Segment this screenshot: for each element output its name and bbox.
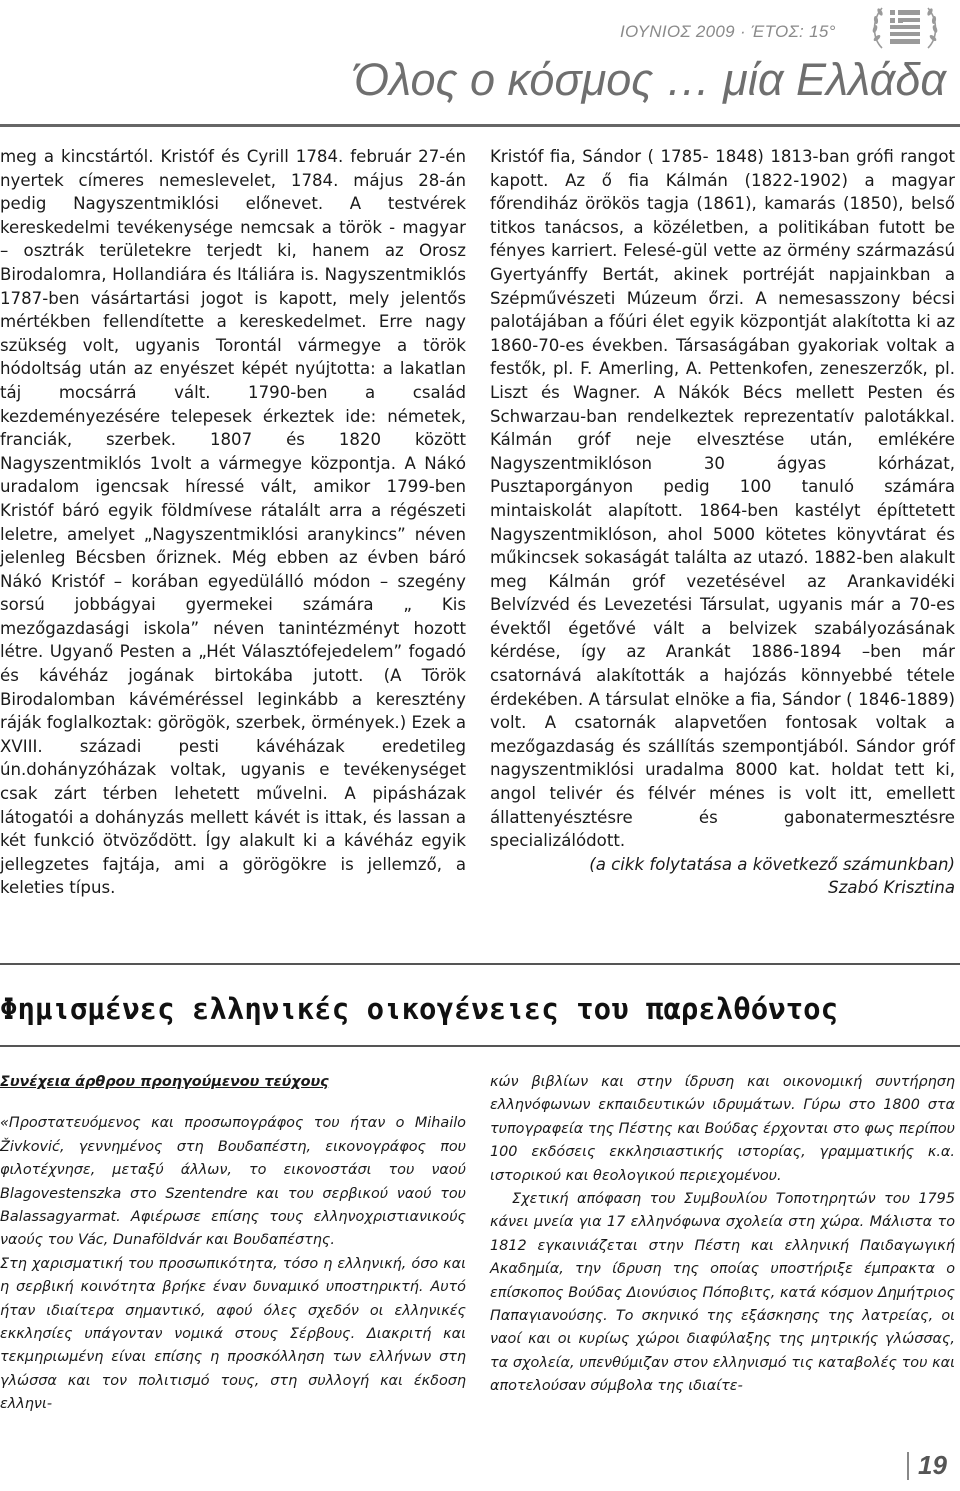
page-number-divider	[907, 1452, 909, 1480]
continuation-note: (a cikk folytatása a következő számunkban)	[589, 854, 955, 874]
page-number: 19	[918, 1450, 947, 1480]
masthead-title: Όλος ο κόσμος … μία Ελλάδα	[353, 54, 946, 105]
hungarian-article-left-column	[0, 145, 466, 900]
greek-article-left-column	[0, 1071, 466, 1417]
author-signature: Szabó Krisztina	[828, 878, 955, 898]
hungarian-article-right-column	[490, 145, 955, 900]
article-paragraph: Kristóf fia, Sándor ( 1785- 1848) 1813-ban grófi rangot kapott. Az ő fia Kálmán (1822-1902) a magyar főrendiház örökös tagja (1861), kamarás (1850), belső titkos tanácsos, a közéletben, a politikában futott be fényes karriert. Felesé-gül vette az örmény származású Gyertyánffy Bertát, akinek portréját napjainkban a Szépművészeti Múzeum őrzi. A nemesasszony bécsi palotájában a főúri élet egyik központját alakította ki az 1860-70-es években. Társaságában gyakoriak voltak a festők, pl. F. Amerling, A. Pettenkofen, zeneszerzők, pl. Liszt és Wagner. A Nákók Bécs mellett Pesten és Schwarzau-ban rendelkeztek reprezentatív palotákkal. Kálmán gróf neje elvesztése után, emlékére Nagyszentmiklóson 30 ágyas kórházat, Pusztaporgányon pedig 100 tanuló számára mintaiskolát alapított. 1864-ben kastélyt építtetett Nagyszentmiklóson, ahol 5000 kötetes könyvtárat és műkincsek sokaságát találta az utazó. 1882-ben alakult meg Kálmán gróf vezetésével az Arankavidéki Belvízvéd és Levezetési Társulat, ugyanis már a 70-es évektől égetővé vált a belvizek szabályozásának kérdése, így az Arankát 1886-1894 –ben már csatornává alakították a hajózás könnyebbé tétele érdekében. A társulat elnöke a fia, Sándor ( 1846-1889) volt. A csatornák alapvetően fontosak voltak a mezőgazdaság és szállítás szempontjából. Sándor gróf nagyszentmiklósi uradalma 8000 kat. holdat tett ki, angol telivér és félvér ménes is volt itt, emellett állattenyésztésre és gabonatermesztésre specializálódott.	[490, 147, 955, 851]
article-paragraph: Στη χαρισματική του προσωπικότητα, τόσο η ελληνική, όσο και η σερβική κοινότητα βρήκε έναν δυναμικό υποστηρικτή. Αυτό ήταν ιδιαίτερα σημαντικό, αφού όλες σχεδόν οι ελληνικές εκκλησίες υπάγονταν νομικά στους Σέρβους. Διακριτή και τεκμηριωμένη είναι επίσης η προσκόλληση των ελλήνων στη γλώσσα και τον πολιτισμό τους, στη συλλογή και έκδοση ελληνι-	[0, 1255, 466, 1413]
article-paragraph: Σχετική απόφαση του Συμβουλίου Τοποτηρητών του 1795 κάνει μνεία για 17 ελληνόφωνα σχολεία στη χώρα. Μάλιστα το 1812 εγκαινιάζεται στην Πέστη και ελληνική Παιδαγωγική Ακαδημία, την ίδρυση της οποίας υποστήριξε έμπρακτα ο επίσκοπος Βούδας Διονύσιος Πόποβιτς, κατά κόσμον Δημήτριος Παπαγιανούσης. Το σκηνικό της εξάσκησης της λατρείας, οι ναοί και οι κυρίως χώροι διαφύλαξης της μητρικής γλώσσας, τα σχολεία, υπενθύμιζαν στον ελληνισμό τις καταβολές του και αποτελούσαν σύμβολα της ιδιαίτε-	[490, 1191, 955, 1395]
greek-article-right-column	[490, 1071, 955, 1399]
laurel-flag-emblem-icon	[868, 2, 942, 54]
article-paragraph: κών βιβλίων και στην ίδρυση και οικονομική συντήρηση ελληνόφωνων εκπαιδευτικών ιδρυμάτων. Γύρω στο 1800 στα τυπογραφεία της Πέστης και Βούδας έρχονται στο φως περίπου 100 εκδόσεις εκκλησιαστικής ιστορίας, γραμματικής κ.α. ιστορικού και θεολογικού περιεχομένου.	[490, 1074, 955, 1184]
header-divider	[0, 124, 960, 127]
issue-date-line: ΙΟΥΝΙΟΣ 2009 · ΈΤΟΣ: 15°	[620, 22, 836, 41]
article-paragraph: «Προστατευόμενος και προσωπογράφος του ήταν ο Mihailo Živković, γεννημένος στη Βουδαπέστη, εικονογράφος που φιλοτέχνησε, μεταξύ άλλων, το εικονοστάσι του ναού Blagovestenszka στο Szentendre και του σερβικού ναού του Balassagyarmat. Αφιέρωσε επίσης τους ελληνοχριστιανικούς ναούς του Vác, Dunaföldvár και Βουδαπέστης.	[0, 1115, 466, 1249]
section-divider-bottom	[0, 1045, 960, 1047]
section-divider-top	[0, 963, 960, 965]
article-paragraph: meg a kincstártól. Kristóf és Cyrill 1784. február 27-én nyertek címeres nemeslevelet, 1784. május 28-án pedig Nagyszentmiklósi előnevet. A testvérek kereskedelmi tevékenysége nemcsak a török - magyar – osztrák területekre terjedt ki, hanem az Orosz Birodalomra, Hollandiára és Itáliára is. Nagyszentmiklós 1787-ben vásártartási jogot is kapott, mely jelentős mértékben fellendítette a kereskedelmet. Erre nagy szükség volt, ugyanis Torontál vármegye a török hódoltság után az enyészet képét nyújtotta: a lakatlan táj mocsárrá vált. 1790-ben a család kezdeményezésére telepesek érkeztek ide: németek, franciák, szerbek. 1807 és 1820 között Nagyszentmiklós 1volt a vármegye központja. A Nákó uradalom igencsak híressé vált, amikor 1799-ben Kristóf báró egyik földmívese rátalált arra a régészeti leletre, amelyet „Nagyszentmiklósi aranykincs” néven jelenleg Bécsben őriznek. Még ebben az évben báró Nákó Kristóf – korában egyedülálló módon – szegény sorsú jobbágyai gyermekei számára „ Kis mezőgazdasági iskola” néven tanintézményt hozott létre. Ugyanő Pesten a „Hét Választófejedelem” fogadó és kávéház jogának birtokába jutott. (A Török Birodalomban kávéméréssel leginkább a keresztény ráják foglalkoztak: görögök, szerbek, örmények.) Ezek a XVIII. századi pesti kávéházak eredetileg ún.dohányzóházak voltak, ugyanis e tevékenységet csak zárt térben lehetett művelni. A pipásházak látogatói a dohányzás mellett kávét is ittak, és lassan a két funkció ötvöződött. Így alakult ki a kávéház egyik jellegzetes fajtája, ami a görögökre is jellemző, a keleties típus.	[0, 147, 466, 898]
section-title: Φημισμένες ελληνικές οικογένειες του παρελθόντος	[0, 992, 839, 1026]
article-subhead: Συνέχεια άρθρου προηγούμενου τεύχους	[0, 1074, 329, 1090]
